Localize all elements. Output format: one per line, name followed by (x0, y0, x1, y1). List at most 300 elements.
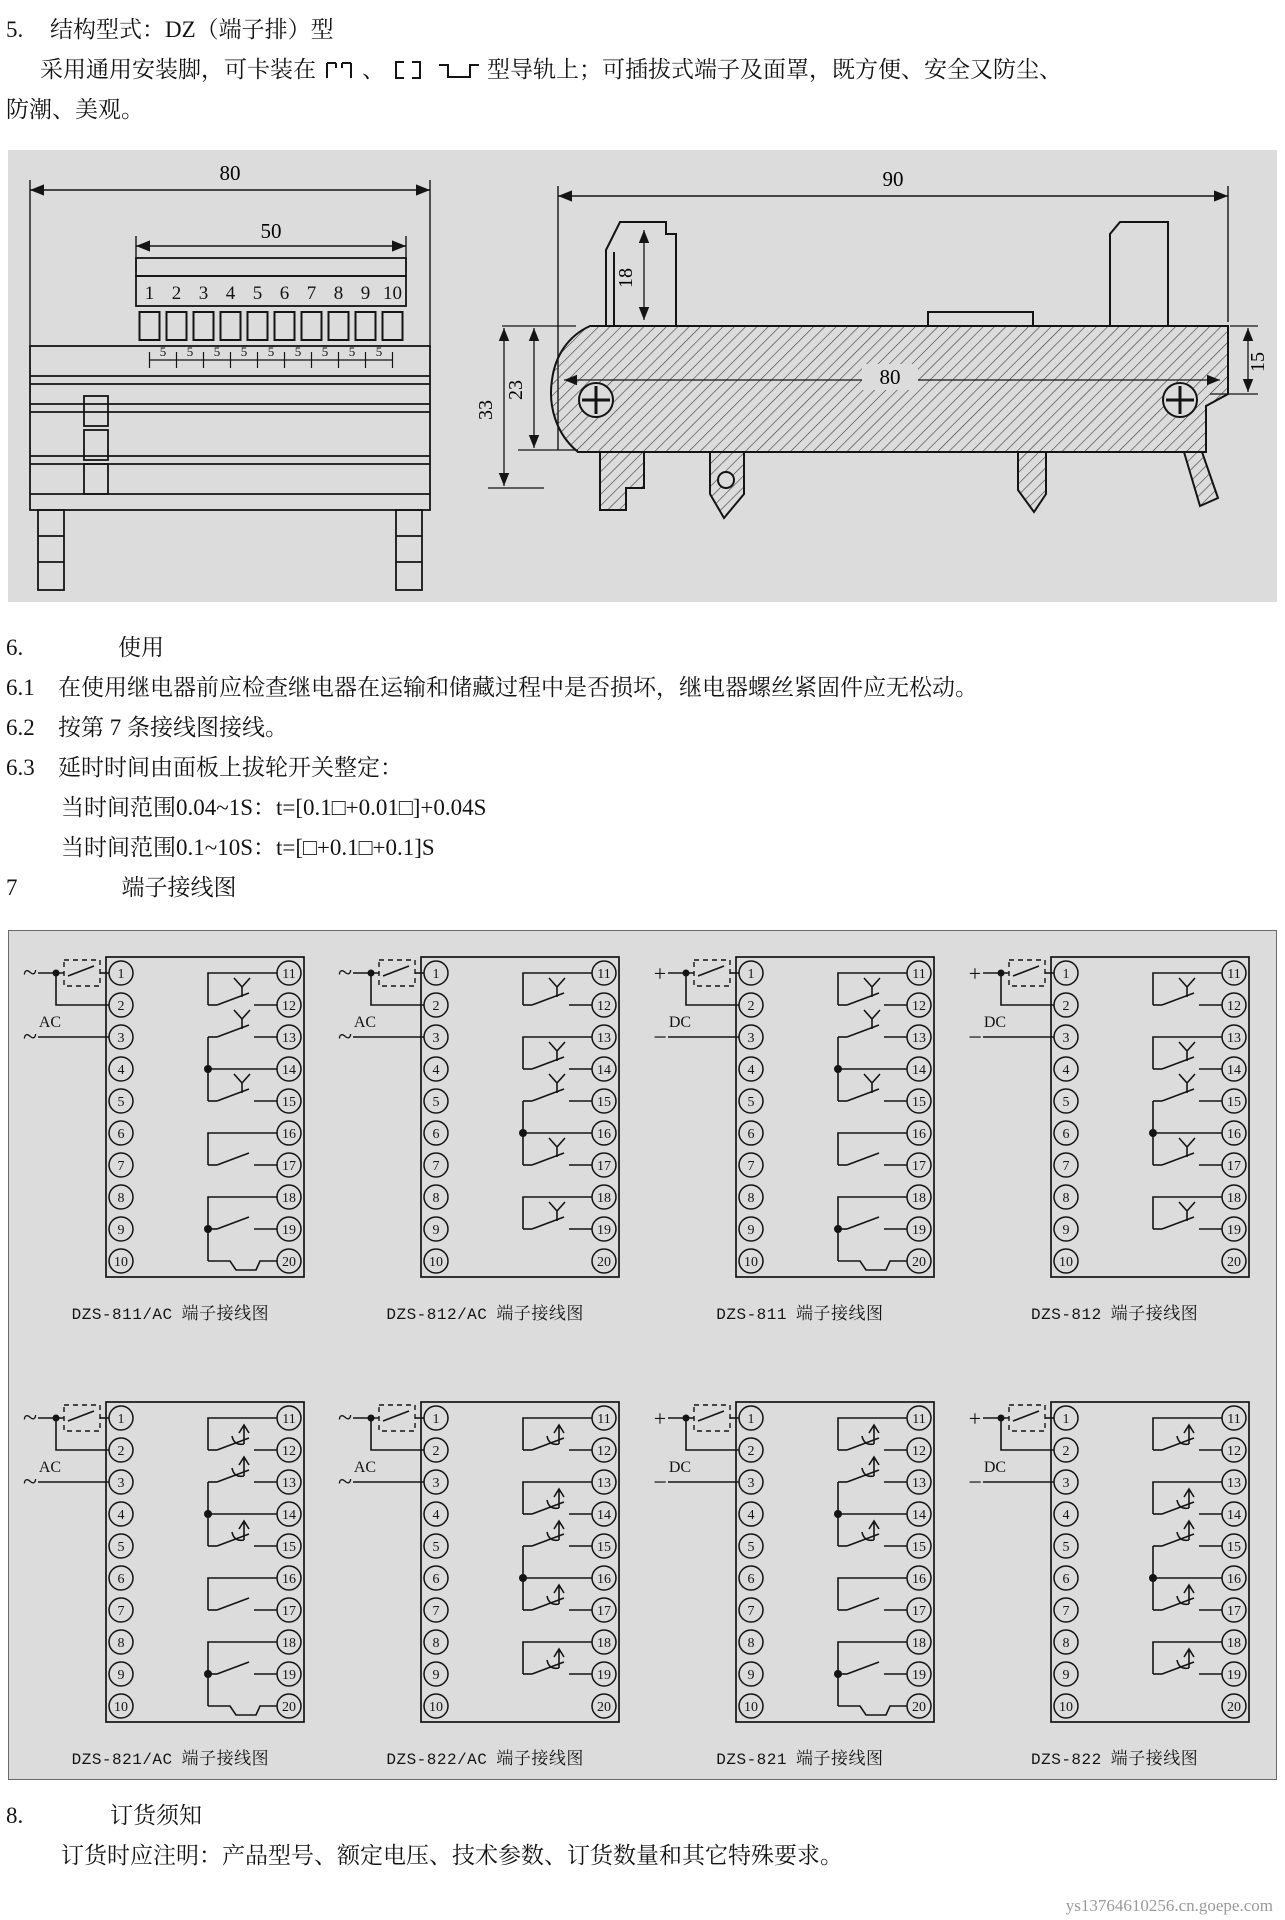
svg-text:14: 14 (911, 1508, 926, 1523)
svg-text:6: 6 (117, 1572, 125, 1587)
contact-group (834, 973, 907, 1270)
diagram-caption-suffix: 端子接线图 (172, 1304, 270, 1323)
svg-text:DC: DC (983, 1014, 1006, 1031)
section-5-heading (6, 10, 1271, 50)
svg-text:1: 1 (144, 283, 155, 304)
section-number: 5. (6, 17, 24, 42)
svg-text:12: 12 (282, 999, 297, 1014)
section-5-line2 (6, 50, 1271, 90)
dim-h-23: 23 (505, 380, 527, 400)
svg-text:7: 7 (747, 1604, 755, 1619)
section-6-2 (6, 708, 1285, 748)
diagram-caption-suffix: 端子接线图 (786, 1304, 884, 1323)
section-title: 订货须知 (110, 1803, 202, 1828)
svg-text:5: 5 (252, 283, 263, 304)
svg-text:11: 11 (1226, 1412, 1241, 1427)
diagram-caption (1031, 1299, 1198, 1324)
dim-width-90: 90 (882, 167, 904, 191)
svg-text:5: 5 (186, 344, 194, 359)
section-title: 使用 (118, 635, 164, 660)
svg-text:15: 15 (282, 1540, 297, 1555)
svg-text:3: 3 (1062, 1476, 1070, 1491)
din-rail-profile-icon (322, 57, 356, 83)
svg-text:8: 8 (432, 1636, 440, 1651)
svg-text:2: 2 (432, 999, 440, 1014)
mounting-screw-icon (579, 383, 613, 417)
svg-text:8: 8 (1062, 1636, 1070, 1651)
section-title: 结构型式：DZ（端子排）型 (50, 17, 334, 42)
dim-plug-18: 18 (615, 268, 637, 288)
svg-text:+: + (653, 1406, 667, 1431)
diagram-model: DZS-811 (716, 1306, 787, 1324)
svg-text:6: 6 (747, 1572, 755, 1587)
svg-text:17: 17 (1226, 1159, 1241, 1174)
section-6-1 (6, 668, 1285, 708)
diagram-cell (20, 945, 320, 1324)
dim-inner-50: 50 (260, 219, 282, 243)
svg-text:2: 2 (1062, 999, 1070, 1014)
svg-text:8: 8 (432, 1191, 440, 1206)
svg-text:5: 5 (1062, 1095, 1070, 1110)
wiring-diagrams-panel (8, 930, 1277, 1780)
svg-text:19: 19 (597, 1223, 612, 1238)
svg-text:7: 7 (1062, 1159, 1070, 1174)
svg-text:14: 14 (282, 1508, 297, 1523)
svg-text:4: 4 (747, 1508, 755, 1523)
svg-text:13: 13 (911, 1476, 926, 1491)
svg-text:DC: DC (668, 1459, 691, 1476)
svg-text:5: 5 (1062, 1540, 1070, 1555)
line2-text-pre: 采用通用安装脚，可卡装在 (40, 57, 316, 82)
terminals (1054, 961, 1246, 1273)
svg-text:14: 14 (597, 1508, 612, 1523)
diagram-model: DZS-812 (1031, 1306, 1102, 1324)
svg-text:18: 18 (1226, 1636, 1241, 1651)
svg-text:15: 15 (911, 1095, 926, 1110)
svg-text:8: 8 (117, 1636, 125, 1651)
svg-text:1: 1 (432, 1412, 440, 1427)
svg-text:11: 11 (597, 967, 611, 982)
diagram-model: DZS-821/AC (71, 1751, 173, 1769)
svg-text:20: 20 (282, 1255, 297, 1270)
svg-text:~: ~ (338, 958, 353, 987)
wiring-diagram-DZS-811 (650, 945, 950, 1297)
svg-text:13: 13 (597, 1031, 612, 1046)
svg-text:16: 16 (1226, 1572, 1241, 1587)
svg-text:~: ~ (338, 1467, 353, 1496)
svg-text:7: 7 (306, 283, 317, 304)
svg-text:9: 9 (747, 1668, 755, 1683)
svg-text:11: 11 (912, 1412, 926, 1427)
svg-text:AC: AC (354, 1014, 377, 1031)
svg-text:2: 2 (747, 1444, 755, 1459)
diagram-cell (650, 945, 950, 1324)
svg-text:11: 11 (282, 967, 297, 982)
svg-text:18: 18 (282, 1636, 297, 1651)
svg-text:10: 10 (743, 1255, 758, 1270)
svg-text:9: 9 (117, 1223, 125, 1238)
wiring-diagrams-grid (13, 945, 1272, 1769)
svg-text:~: ~ (23, 1403, 38, 1432)
contact-group (834, 1418, 907, 1715)
svg-text:DC: DC (668, 1014, 691, 1031)
svg-text:2: 2 (1062, 1444, 1070, 1459)
svg-text:15: 15 (1226, 1540, 1241, 1555)
svg-text:12: 12 (597, 999, 612, 1014)
svg-text:AC: AC (354, 1459, 377, 1476)
svg-text:4: 4 (117, 1063, 125, 1078)
svg-text:10: 10 (114, 1255, 129, 1270)
diagram-caption (386, 1299, 584, 1324)
svg-text:17: 17 (597, 1159, 612, 1174)
svg-text:1: 1 (747, 1412, 755, 1427)
power-input (653, 960, 739, 1051)
svg-text:−: − (967, 1470, 982, 1496)
svg-text:17: 17 (282, 1159, 297, 1174)
time-formula-1: 当时间范围0.04~1S：t=[0.1□+0.01□]+0.04S (61, 795, 487, 820)
svg-text:6: 6 (1062, 1127, 1070, 1142)
svg-text:14: 14 (1226, 1063, 1241, 1078)
diagram-caption-suffix: 端子接线图 (786, 1749, 884, 1768)
diagram-model: DZS-822/AC (386, 1751, 488, 1769)
svg-text:−: − (653, 1025, 667, 1051)
svg-text:14: 14 (597, 1063, 612, 1078)
svg-text:3: 3 (432, 1031, 440, 1046)
svg-text:AC: AC (39, 1014, 62, 1031)
svg-text:20: 20 (1226, 1700, 1241, 1715)
power-input (338, 1403, 424, 1496)
contact-group (1149, 1418, 1222, 1674)
svg-text:10: 10 (114, 1700, 129, 1715)
svg-text:7: 7 (117, 1159, 125, 1174)
svg-text:7: 7 (747, 1159, 755, 1174)
svg-text:11: 11 (597, 1412, 611, 1427)
svg-text:17: 17 (1226, 1604, 1241, 1619)
contact-group (204, 973, 277, 1270)
svg-text:8: 8 (747, 1191, 755, 1206)
section-number: 8. (6, 1803, 24, 1828)
svg-text:5: 5 (432, 1095, 440, 1110)
svg-text:6: 6 (1062, 1572, 1070, 1587)
svg-text:15: 15 (1226, 1095, 1241, 1110)
power-input (968, 960, 1054, 1051)
contact-group (519, 973, 592, 1229)
item-text: 按第 7 条接线图接线。 (58, 715, 288, 740)
svg-text:9: 9 (117, 1668, 125, 1683)
svg-text:4: 4 (432, 1063, 440, 1078)
svg-text:10: 10 (383, 283, 402, 304)
svg-text:3: 3 (198, 283, 209, 304)
svg-text:9: 9 (360, 283, 371, 304)
terminals (739, 961, 931, 1273)
terminals (739, 1406, 931, 1718)
svg-text:13: 13 (1226, 1476, 1241, 1491)
item-number: 6.1 (6, 675, 35, 700)
svg-text:16: 16 (282, 1572, 297, 1587)
svg-text:5: 5 (747, 1095, 755, 1110)
svg-text:−: − (653, 1470, 667, 1496)
svg-text:2: 2 (171, 283, 182, 304)
section-5 (0, 0, 1285, 130)
svg-text:−: − (967, 1025, 982, 1051)
svg-text:12: 12 (911, 1444, 926, 1459)
svg-text:20: 20 (282, 1700, 297, 1715)
svg-text:18: 18 (282, 1191, 297, 1206)
svg-text:1: 1 (1062, 1412, 1070, 1427)
svg-text:4: 4 (225, 283, 236, 304)
svg-text:11: 11 (912, 967, 926, 982)
section-8 (0, 1796, 1285, 1876)
dim-width-80: 80 (219, 161, 241, 185)
power-input (23, 1403, 109, 1496)
svg-text:16: 16 (597, 1127, 612, 1142)
power-input (23, 958, 109, 1051)
diagram-caption-suffix: 端子接线图 (487, 1304, 584, 1323)
time-formula-2: 当时间范围0.1~10S：t=[□+0.1□+0.1]S (61, 835, 435, 860)
svg-text:12: 12 (911, 999, 926, 1014)
diagram-cell (20, 1390, 320, 1769)
terminal-numbers (145, 283, 402, 304)
svg-text:7: 7 (432, 1159, 440, 1174)
svg-text:9: 9 (432, 1668, 440, 1683)
svg-text:13: 13 (282, 1031, 297, 1046)
svg-text:4: 4 (747, 1063, 755, 1078)
svg-text:17: 17 (911, 1604, 926, 1619)
svg-text:9: 9 (747, 1223, 755, 1238)
section-number: 6. (6, 635, 24, 660)
svg-text:6: 6 (279, 283, 290, 304)
svg-text:4: 4 (117, 1508, 125, 1523)
svg-text:19: 19 (1226, 1223, 1241, 1238)
svg-text:20: 20 (597, 1255, 612, 1270)
svg-text:+: + (968, 1406, 981, 1431)
svg-text:2: 2 (117, 1444, 125, 1459)
svg-text:1: 1 (747, 967, 755, 982)
svg-text:17: 17 (282, 1604, 297, 1619)
mounting-screw-icon (1163, 383, 1197, 417)
svg-text:3: 3 (747, 1031, 755, 1046)
svg-text:9: 9 (1062, 1223, 1070, 1238)
contact-group (1149, 973, 1222, 1229)
wiring-diagram-DZS-821 (650, 1390, 950, 1742)
svg-text:DC: DC (983, 1459, 1006, 1476)
diagram-cell (335, 1390, 635, 1769)
svg-text:8: 8 (1062, 1191, 1070, 1206)
diagram-caption (72, 1299, 270, 1324)
wiring-diagram-DZS-812/AC (335, 945, 635, 1297)
svg-text:18: 18 (1226, 1191, 1241, 1206)
svg-text:5: 5 (747, 1540, 755, 1555)
wiring-diagram-DZS-822 (965, 1390, 1265, 1742)
svg-text:19: 19 (911, 1223, 926, 1238)
diagram-caption (1031, 1744, 1198, 1769)
svg-text:10: 10 (743, 1700, 758, 1715)
svg-text:16: 16 (911, 1127, 926, 1142)
dim-body-80: 80 (879, 365, 901, 389)
svg-text:18: 18 (911, 1636, 926, 1651)
svg-text:13: 13 (911, 1031, 926, 1046)
svg-text:10: 10 (429, 1700, 444, 1715)
svg-text:15: 15 (597, 1540, 612, 1555)
item-number: 6.3 (6, 755, 35, 780)
wiring-diagram-DZS-821/AC (20, 1390, 320, 1742)
svg-text:12: 12 (282, 1444, 297, 1459)
svg-text:6: 6 (432, 1127, 440, 1142)
diagram-cell (650, 1390, 950, 1769)
svg-text:3: 3 (117, 1476, 125, 1491)
front-view-drawing (8, 150, 458, 602)
svg-text:17: 17 (597, 1604, 612, 1619)
dim-r-15: 15 (1247, 352, 1269, 372)
diagram-caption (716, 1299, 883, 1324)
svg-text:7: 7 (1062, 1604, 1070, 1619)
diagram-caption-suffix: 端子接线图 (1101, 1749, 1199, 1768)
svg-text:1: 1 (117, 1412, 125, 1427)
diagram-cell (965, 945, 1265, 1324)
svg-text:18: 18 (911, 1191, 926, 1206)
svg-text:2: 2 (432, 1444, 440, 1459)
section-5-line3: 防潮、美观。 (6, 97, 144, 122)
svg-text:9: 9 (432, 1223, 440, 1238)
svg-text:3: 3 (747, 1476, 755, 1491)
svg-text:5: 5 (432, 1540, 440, 1555)
diagram-cell (335, 945, 635, 1324)
svg-text:20: 20 (597, 1700, 612, 1715)
terminals (424, 961, 616, 1273)
svg-text:15: 15 (911, 1540, 926, 1555)
svg-text:AC: AC (39, 1459, 62, 1476)
section-6-3 (6, 748, 1285, 788)
svg-text:2: 2 (117, 999, 125, 1014)
diagram-model: DZS-812/AC (386, 1306, 488, 1324)
svg-text:6: 6 (747, 1127, 755, 1142)
contact-group (519, 1418, 592, 1674)
power-input (968, 1405, 1054, 1496)
svg-text:13: 13 (1226, 1031, 1241, 1046)
svg-text:16: 16 (911, 1572, 926, 1587)
svg-text:20: 20 (1226, 1255, 1241, 1270)
svg-text:8: 8 (117, 1191, 125, 1206)
svg-text:18: 18 (597, 1191, 612, 1206)
item-number: 6.2 (6, 715, 35, 740)
svg-text:8: 8 (333, 283, 344, 304)
svg-text:5: 5 (375, 344, 383, 359)
svg-text:5: 5 (117, 1540, 125, 1555)
din-rail-profile-icon (437, 57, 481, 83)
item-text: 在使用继电器前应检查继电器在运输和储藏过程中是否损坏，继电器螺丝紧固件应无松动。 (58, 675, 978, 700)
svg-text:12: 12 (1226, 1444, 1241, 1459)
svg-text:12: 12 (597, 1444, 612, 1459)
terminals (109, 961, 301, 1273)
diagram-model: DZS-821 (716, 1751, 787, 1769)
svg-text:8: 8 (747, 1636, 755, 1651)
diagram-caption-suffix: 端子接线图 (487, 1749, 584, 1768)
svg-text:10: 10 (429, 1255, 444, 1270)
svg-text:16: 16 (1226, 1127, 1241, 1142)
watermark: ys13764610256.cn.goepe.com (1065, 1896, 1273, 1915)
section-7-heading (0, 868, 1285, 908)
svg-text:12: 12 (1226, 999, 1241, 1014)
svg-text:3: 3 (117, 1031, 125, 1046)
svg-text:18: 18 (597, 1636, 612, 1651)
svg-text:19: 19 (597, 1668, 612, 1683)
svg-text:10: 10 (1058, 1700, 1073, 1715)
svg-text:+: + (968, 961, 981, 986)
svg-text:5: 5 (240, 344, 248, 359)
pitch-dimensions (150, 344, 393, 368)
diagram-caption (386, 1744, 584, 1769)
svg-text:5: 5 (321, 344, 329, 359)
svg-text:6: 6 (117, 1127, 125, 1142)
svg-text:13: 13 (282, 1476, 297, 1491)
section-8-heading (6, 1796, 1285, 1836)
diagram-caption (716, 1744, 883, 1769)
rail-clip-teeth (600, 452, 1218, 518)
svg-text:+: + (653, 961, 667, 986)
terminals (424, 1406, 616, 1718)
section-title: 端子接线图 (121, 875, 237, 900)
section-8-text: 订货时应注明：产品型号、额定电压、技术参数、订货数量和其它特殊要求。 (61, 1843, 843, 1868)
svg-text:14: 14 (282, 1063, 297, 1078)
svg-text:14: 14 (911, 1063, 926, 1078)
svg-text:~: ~ (23, 958, 38, 987)
svg-text:4: 4 (1062, 1508, 1070, 1523)
svg-text:7: 7 (117, 1604, 125, 1619)
svg-text:14: 14 (1226, 1508, 1241, 1523)
section-number: 7 (6, 875, 18, 900)
svg-text:19: 19 (911, 1668, 926, 1683)
svg-text:3: 3 (1062, 1031, 1070, 1046)
svg-text:4: 4 (1062, 1063, 1070, 1078)
item-text: 延时时间由面板上拔轮开关整定： (58, 755, 403, 780)
line2-text-post: 型导轨上；可插拔式端子及面罩，既方便、安全又防尘、 (487, 57, 1062, 82)
diagram-cell (965, 1390, 1265, 1769)
terminal-holes (140, 312, 403, 340)
svg-text:5: 5 (267, 344, 275, 359)
svg-text:19: 19 (1226, 1668, 1241, 1683)
svg-text:6: 6 (432, 1572, 440, 1587)
diagram-caption (72, 1744, 270, 1769)
svg-text:11: 11 (1226, 967, 1241, 982)
svg-text:5: 5 (348, 344, 356, 359)
svg-text:1: 1 (1062, 967, 1070, 982)
svg-text:9: 9 (1062, 1668, 1070, 1683)
svg-text:20: 20 (911, 1255, 926, 1270)
plug-towers (606, 222, 1168, 326)
svg-text:1: 1 (432, 967, 440, 982)
diagram-model: DZS-822 (1031, 1751, 1102, 1769)
svg-text:20: 20 (911, 1700, 926, 1715)
terminals (1054, 1406, 1246, 1718)
svg-text:4: 4 (432, 1508, 440, 1523)
din-rail-profile-icon (391, 57, 425, 83)
svg-text:10: 10 (1058, 1255, 1073, 1270)
wiring-diagram-DZS-811/AC (20, 945, 320, 1297)
terminals (109, 1406, 301, 1718)
wiring-diagram-DZS-812 (965, 945, 1265, 1297)
svg-text:5: 5 (213, 344, 221, 359)
diagram-caption-suffix: 端子接线图 (1101, 1304, 1199, 1323)
svg-text:16: 16 (282, 1127, 297, 1142)
diagram-caption-suffix: 端子接线图 (172, 1749, 270, 1768)
svg-text:19: 19 (282, 1223, 297, 1238)
svg-text:16: 16 (597, 1572, 612, 1587)
svg-text:~: ~ (23, 1467, 38, 1496)
svg-text:11: 11 (282, 1412, 297, 1427)
svg-text:5: 5 (117, 1095, 125, 1110)
svg-text:7: 7 (432, 1604, 440, 1619)
side-view-drawing (458, 150, 1277, 602)
